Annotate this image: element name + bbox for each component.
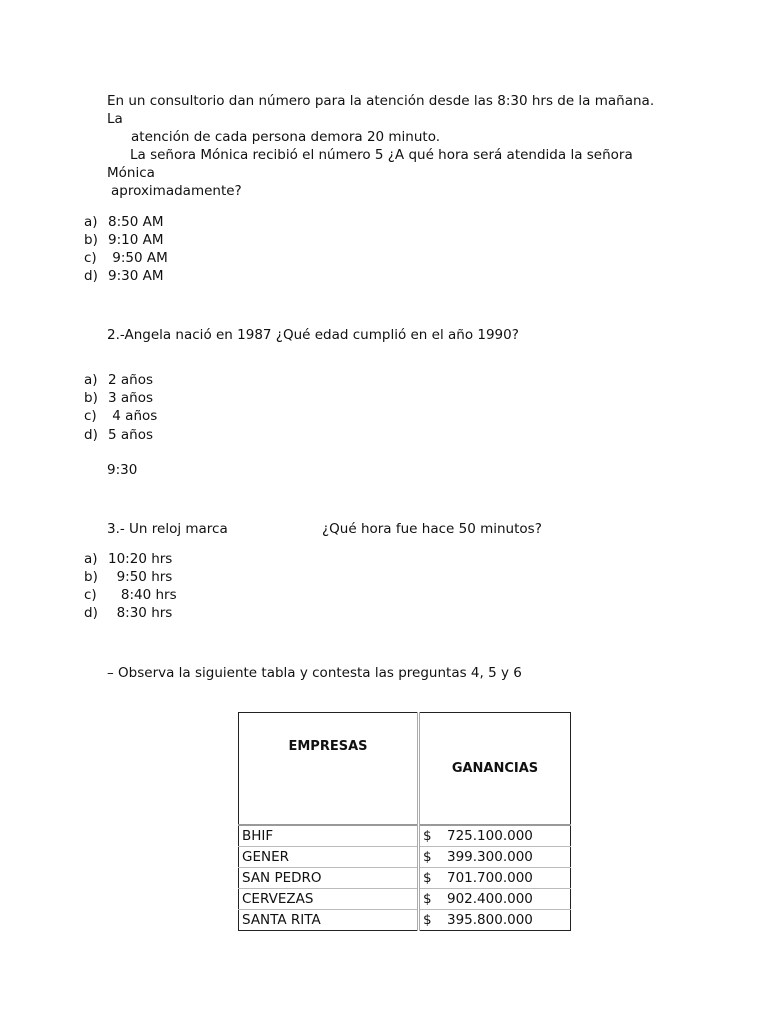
q3-option-d	[84, 604, 172, 622]
q2-question: 2.-Angela nació en 1987 ¿Qué edad cumplió en el año 1990?	[107, 327, 519, 343]
ganancias-table	[238, 712, 571, 931]
option-letter: b)	[84, 569, 98, 585]
option-text: 5 años	[108, 427, 154, 443]
currency-symbol: $	[423, 849, 432, 865]
ganancia-value: 902.400.000	[447, 891, 533, 907]
q3-option-c	[84, 586, 177, 604]
option-text: 4 años	[108, 408, 158, 424]
q3-option-b	[84, 568, 172, 586]
q3-question-end: ¿Qué hora fue hace 50 minutos?	[322, 521, 542, 537]
currency-symbol: $	[423, 912, 432, 928]
empresa-cell: BHIF	[239, 825, 419, 847]
empresa-cell: CERVEZAS	[239, 889, 419, 910]
q1-line-3: atención de cada persona demora 20 minuto.	[131, 129, 441, 145]
q2-option-b	[84, 389, 153, 407]
option-text: 8:30 hrs	[108, 605, 173, 621]
table-row	[239, 889, 571, 910]
option-letter: b)	[84, 390, 98, 406]
q2-option-c	[84, 407, 157, 425]
ganancia-cell	[419, 868, 571, 889]
table-instruction: – Observa la siguiente tabla y contesta las preguntas 4, 5 y 6	[107, 665, 522, 681]
option-letter: d)	[84, 268, 98, 284]
option-text: 9:30 AM	[108, 268, 164, 284]
q1-line-6: aproximadamente?	[111, 183, 242, 199]
header-ganancias: GANANCIAS	[419, 713, 571, 826]
table-header-row	[239, 713, 571, 826]
q1-option-d	[84, 267, 164, 285]
currency-symbol: $	[423, 891, 432, 907]
q1-option-c	[84, 249, 168, 267]
ganancia-cell	[419, 825, 571, 847]
empresa-cell: GENER	[239, 847, 419, 868]
table-row	[239, 910, 571, 931]
q1-option-b	[84, 231, 164, 249]
q1-line-5: Mónica	[107, 165, 155, 181]
option-text: 8:50 AM	[108, 214, 164, 230]
q1-line-1: En un consultorio dan número para la atención desde las 8:30 hrs de la mañana.	[107, 93, 655, 109]
header-empresas: EMPRESAS	[239, 713, 419, 826]
ganancia-cell	[419, 889, 571, 910]
table-row	[239, 825, 571, 847]
empresa-cell: SAN PEDRO	[239, 868, 419, 889]
currency-symbol: $	[423, 828, 432, 844]
ganancia-value: 399.300.000	[447, 849, 533, 865]
q1-line-4: La señora Mónica recibió el número 5 ¿A qué hora será atendida la señora	[130, 147, 633, 163]
option-text: 3 años	[108, 390, 154, 406]
option-text: 8:40 hrs	[108, 587, 177, 603]
option-letter: c)	[84, 250, 97, 266]
option-text: 9:10 AM	[108, 232, 164, 248]
q2-option-d	[84, 426, 153, 444]
option-letter: d)	[84, 605, 98, 621]
option-letter: b)	[84, 232, 98, 248]
q3-question-start: 3.- Un reloj marca	[107, 521, 228, 537]
option-text: 2 años	[108, 372, 154, 388]
option-letter: c)	[84, 408, 97, 424]
option-letter: c)	[84, 587, 97, 603]
option-letter: a)	[84, 551, 98, 567]
option-text: 9:50 hrs	[108, 569, 173, 585]
ganancia-cell	[419, 910, 571, 931]
ganancia-value: 395.800.000	[447, 912, 533, 928]
ganancia-value: 725.100.000	[447, 828, 533, 844]
option-letter: a)	[84, 214, 98, 230]
currency-symbol: $	[423, 870, 432, 886]
empresa-cell: SANTA RITA	[239, 910, 419, 931]
table-row	[239, 847, 571, 868]
q2-option-a	[84, 371, 153, 389]
option-text: 10:20 hrs	[108, 551, 173, 567]
ganancia-value: 701.700.000	[447, 870, 533, 886]
option-text: 9:50 AM	[108, 250, 168, 266]
option-letter: a)	[84, 372, 98, 388]
q1-line-2: La	[107, 111, 123, 127]
table-row	[239, 868, 571, 889]
option-letter: d)	[84, 427, 98, 443]
ganancia-cell	[419, 847, 571, 868]
q1-option-a	[84, 213, 164, 231]
q3-option-a	[84, 550, 172, 568]
q2-note: 9:30	[107, 462, 138, 478]
